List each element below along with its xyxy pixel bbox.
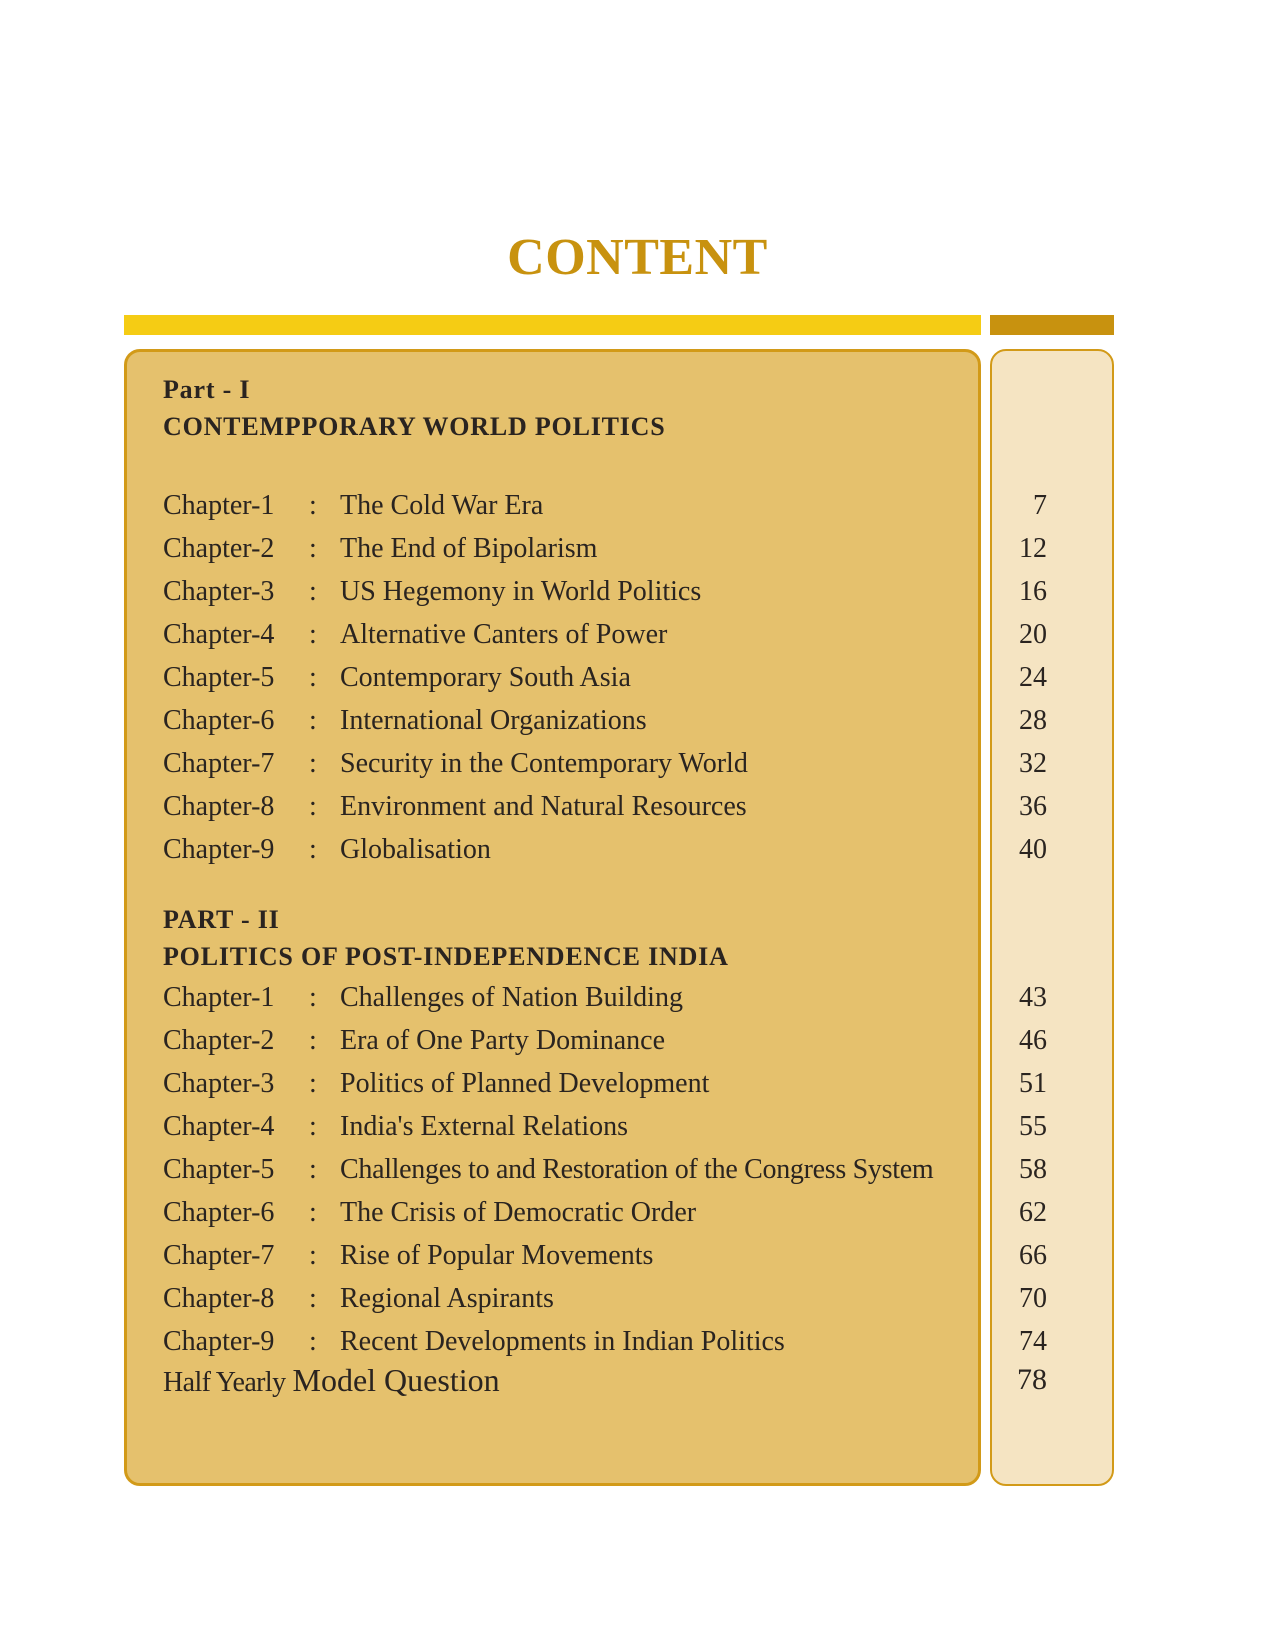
chapter-number: Chapter-8 <box>163 791 275 822</box>
toc-row <box>0 744 1275 784</box>
separator: : <box>309 791 317 822</box>
toc-row <box>0 830 1275 870</box>
page-number: 66 <box>1019 1240 1047 1271</box>
toc-row <box>0 1193 1275 1233</box>
part-1-label: Part - I <box>163 375 251 404</box>
chapter-title: Regional Aspirants <box>340 1283 554 1314</box>
chapter-title: The Cold War Era <box>340 490 544 521</box>
chapter-title: International Organizations <box>340 705 647 736</box>
page-number: 16 <box>1019 576 1047 607</box>
separator: : <box>309 834 317 865</box>
chapter-number: Chapter-1 <box>163 490 275 521</box>
separator: : <box>309 490 317 521</box>
chapter-number: Chapter-6 <box>163 705 275 736</box>
chapter-title: Environment and Natural Resources <box>340 791 747 822</box>
page-number: 58 <box>1019 1154 1047 1185</box>
chapter-number: Chapter-8 <box>163 1283 275 1314</box>
toc-row <box>0 572 1275 612</box>
separator: : <box>309 1068 317 1099</box>
chapter-number: Chapter-7 <box>163 748 275 779</box>
chapter-title: Globalisation <box>340 834 491 865</box>
page-number: 74 <box>1019 1326 1047 1357</box>
chapter-title: Rise of Popular Movements <box>340 1240 654 1271</box>
page-number: 20 <box>1019 619 1047 650</box>
chapter-title: US Hegemony in World Politics <box>340 576 702 607</box>
separator: : <box>309 705 317 736</box>
chapter-number: Chapter-2 <box>163 1025 275 1056</box>
page-number: 40 <box>1019 834 1047 865</box>
chapter-title: The End of Bipolarism <box>340 533 598 564</box>
separator: : <box>309 1111 317 1142</box>
separator: : <box>309 576 317 607</box>
model-question-row <box>0 1360 1275 1400</box>
toc-row <box>0 1064 1275 1104</box>
separator: : <box>309 1025 317 1056</box>
chapter-number: Chapter-5 <box>163 1154 275 1185</box>
page-number: 32 <box>1019 748 1047 779</box>
separator: : <box>309 619 317 650</box>
chapter-number: Chapter-7 <box>163 1240 275 1271</box>
page-number: 70 <box>1019 1283 1047 1314</box>
part-2-title: POLITICS OF POST-INDEPENDENCE INDIA <box>163 942 729 971</box>
chapter-title: Challenges to and Restoration of the Congress System <box>340 1154 934 1185</box>
toc-row <box>0 1279 1275 1319</box>
chapter-title: Politics of Planned Development <box>340 1068 710 1099</box>
chapter-number: Chapter-4 <box>163 1111 275 1142</box>
toc-row <box>0 615 1275 655</box>
separator: : <box>309 1197 317 1228</box>
separator: : <box>309 533 317 564</box>
toc-row <box>0 701 1275 741</box>
header-bar-side <box>990 315 1114 335</box>
model-question-suffix: Model Question <box>292 1362 500 1398</box>
page-number: 36 <box>1019 791 1047 822</box>
page-number: 7 <box>1033 490 1047 521</box>
chapter-number: Chapter-3 <box>163 1068 275 1099</box>
chapter-number: Chapter-9 <box>163 1326 275 1357</box>
part-2-label: PART - II <box>163 905 280 934</box>
separator: : <box>309 662 317 693</box>
page-number: 46 <box>1019 1025 1047 1056</box>
toc-row <box>0 529 1275 569</box>
header-bar-main <box>124 315 981 335</box>
toc-row <box>0 486 1275 526</box>
toc-row <box>0 658 1275 698</box>
separator: : <box>309 1154 317 1185</box>
page-number: 43 <box>1019 982 1047 1013</box>
toc-row <box>0 1150 1275 1190</box>
chapter-number: Chapter-3 <box>163 576 275 607</box>
separator: : <box>309 982 317 1013</box>
separator: : <box>309 1283 317 1314</box>
chapter-number: Chapter-4 <box>163 619 275 650</box>
chapter-title: The Crisis of Democratic Order <box>340 1197 697 1228</box>
chapter-title: India's External Relations <box>340 1111 629 1142</box>
toc-row <box>0 1322 1275 1362</box>
model-question-title <box>163 1360 500 1403</box>
separator: : <box>309 748 317 779</box>
toc-row <box>0 1107 1275 1147</box>
part-1-title: CONTEMPPORARY WORLD POLITICS <box>163 412 666 441</box>
chapter-title: Challenges of Nation Building <box>340 982 683 1013</box>
chapter-number: Chapter-5 <box>163 662 275 693</box>
page-number: 51 <box>1019 1068 1047 1099</box>
chapter-number: Chapter-1 <box>163 982 275 1013</box>
chapter-title: Security in the Contemporary World <box>340 748 748 779</box>
chapter-number: Chapter-9 <box>163 834 275 865</box>
chapter-title: Alternative Canters of Power <box>340 619 668 650</box>
toc-row <box>0 1021 1275 1061</box>
separator: : <box>309 1326 317 1357</box>
separator: : <box>309 1240 317 1271</box>
page-number: 12 <box>1019 533 1047 564</box>
toc-row <box>0 787 1275 827</box>
page-number: 55 <box>1019 1111 1047 1142</box>
chapter-title: Contemporary South Asia <box>340 662 631 693</box>
chapter-number: Chapter-2 <box>163 533 275 564</box>
chapter-title: Recent Developments in Indian Politics <box>340 1326 785 1357</box>
toc-row <box>0 978 1275 1018</box>
model-question-prefix: Half Yearly <box>163 1367 286 1398</box>
page-title: CONTENT <box>507 229 768 286</box>
toc-row <box>0 1236 1275 1276</box>
page-number: 24 <box>1019 662 1047 693</box>
chapter-title: Era of One Party Dominance <box>340 1025 665 1056</box>
page-number: 28 <box>1019 705 1047 736</box>
chapter-number: Chapter-6 <box>163 1197 275 1228</box>
page-number: 62 <box>1019 1197 1047 1228</box>
page-number: 78 <box>1017 1363 1047 1396</box>
